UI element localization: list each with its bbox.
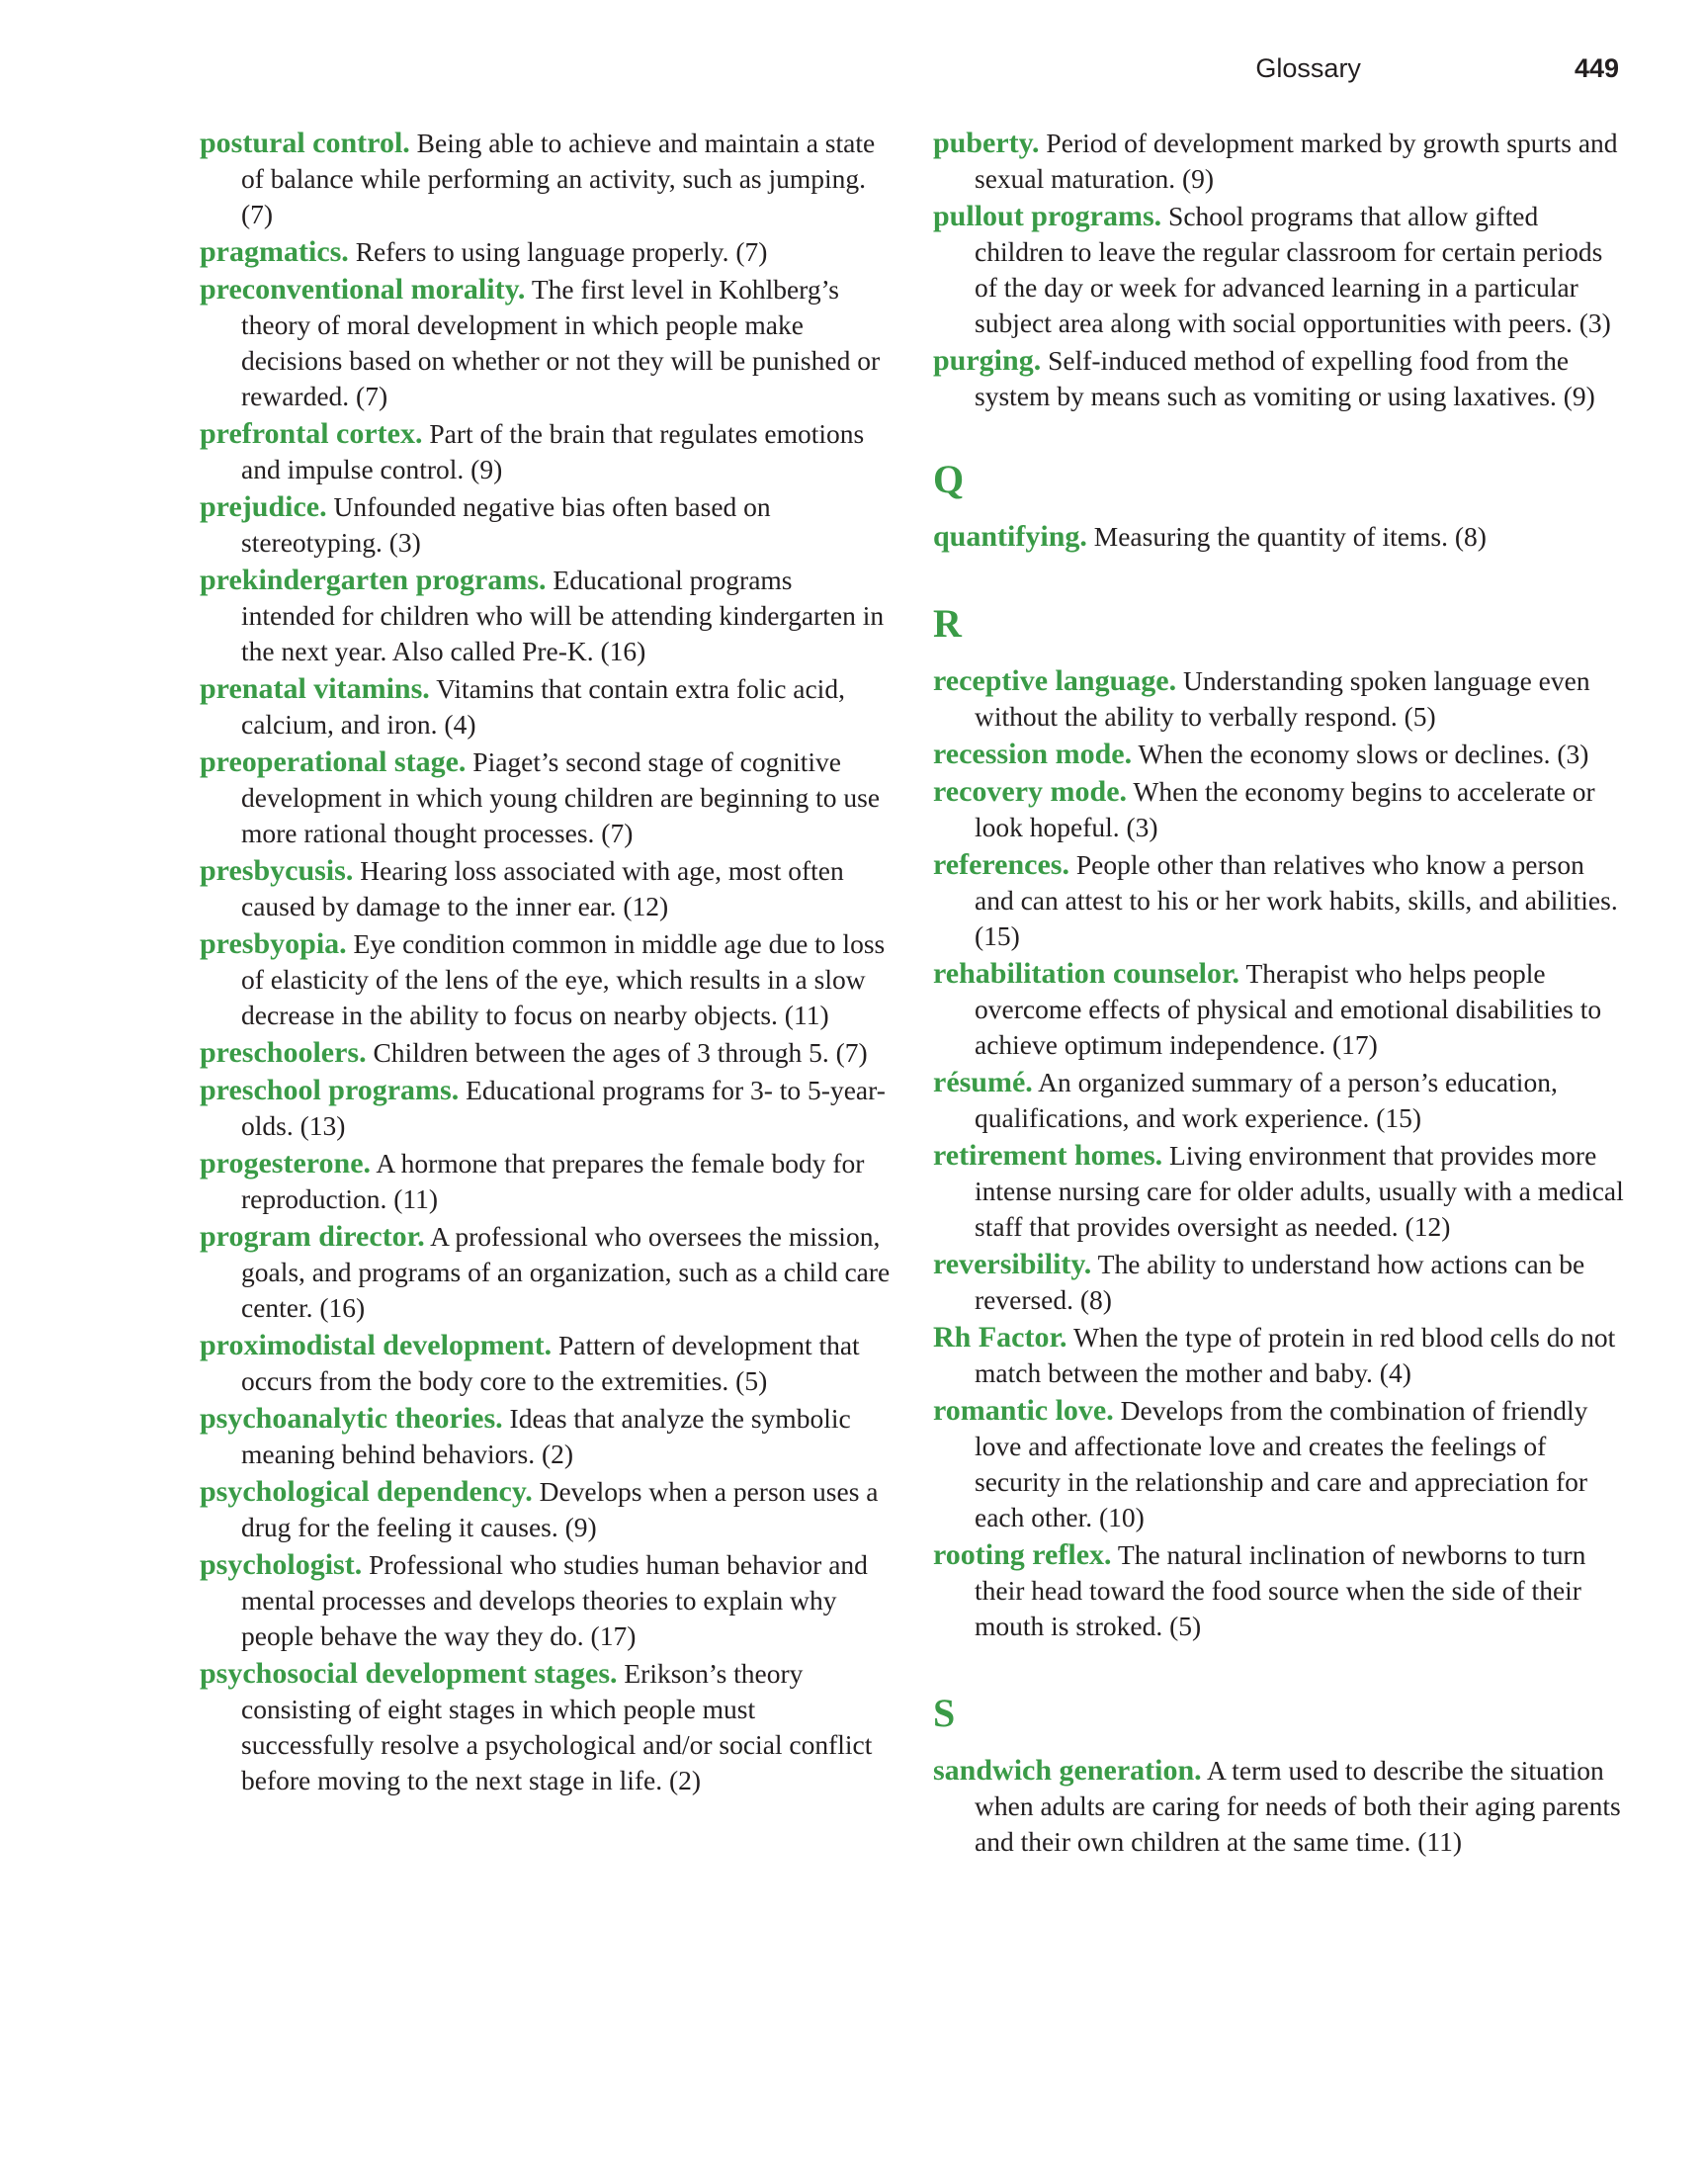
glossary-entry [200,1547,892,1654]
glossary-definition: Ideas that analyze the symbolic meaning behind behaviors. (2) [241,1403,851,1469]
glossary-entry [200,126,892,232]
glossary-term: presbyopia. [200,927,347,960]
glossary-entry [933,663,1625,735]
glossary-definition: Therapist who helps people overcome effects of physical and emotional disabilities to achieve optimum independence. (17) [975,958,1602,1060]
glossary-entry [200,744,892,851]
glossary-term: Rh Factor. [933,1321,1067,1354]
glossary-definition: Self-induced method of expelling food from the system by means such as vomiting or using laxatives. (9) [975,345,1595,411]
glossary-definition: Children between the ages of 3 through 5. (7) [373,1037,868,1068]
glossary-definition: Educational programs intended for children who will be attending kindergarten in the next year. Also called Pre-K. (16) [241,565,885,666]
glossary-definition: Refers to using language properly. (7) [355,236,768,267]
glossary-term: progesterone. [200,1147,372,1179]
glossary-term: quantifying. [933,520,1087,553]
glossary-term: puberty. [933,127,1040,159]
glossary-term: psychologist. [200,1548,363,1581]
glossary-list-p-continued [933,126,1625,414]
letter-heading-s: S [933,1691,956,1735]
glossary-list-r [933,663,1625,1644]
glossary-term: receptive language. [933,664,1177,697]
glossary-entry [933,1393,1625,1535]
right-column [933,126,1625,1862]
section-title: Glossary [1255,53,1361,83]
glossary-definition: The first level in Kohlberg’s theory of moral development in which people make decisions based on whether or not they will be punished or rewarded. (7) [241,274,881,411]
glossary-entry [933,126,1625,197]
glossary-definition: When the type of protein in red blood cells do not match between the mother and baby. (4) [975,1322,1616,1388]
glossary-term: psychoanalytic theories. [200,1402,503,1435]
glossary-entry [200,1146,892,1217]
glossary-term: prefrontal cortex. [200,417,423,450]
glossary-entry [200,926,892,1033]
page-number: 449 [1574,53,1619,83]
glossary-definition: School programs that allow gifted children to leave the regular classroom for certain periods of the day or week for advanced learning in a particular subject area along with social opportunities with peers. (3) [975,201,1611,338]
glossary-entry [933,519,1625,555]
glossary-term: preschool programs. [200,1074,460,1106]
glossary-definition: An organized summary of a person’s education, qualifications, and work experience. (15) [975,1067,1558,1133]
glossary-definition: Develops from the combination of friendly love and affectionate love and creates the feelings of security in the relationship and care and appreciation for each other. (10) [975,1395,1588,1532]
glossary-definition: Professional who studies human behavior and mental processes and develops theories to explain why people behave the way they do. (17) [241,1549,868,1651]
glossary-term: retirement homes. [933,1139,1163,1172]
glossary-term: preschoolers. [200,1036,367,1069]
glossary-entry [200,272,892,414]
glossary-entry [933,1065,1625,1136]
glossary-entry [200,234,892,270]
glossary-definition: Develops when a person uses a drug for the feeling it causes. (9) [241,1476,879,1542]
letter-heading-r: R [933,601,962,646]
glossary-term: preconventional morality. [200,273,526,306]
glossary-entry [933,1247,1625,1318]
glossary-entry [933,737,1625,772]
glossary-term: proximodistal development. [200,1329,553,1361]
glossary-entry [933,1138,1625,1245]
glossary-definition: A term used to describe the situation when adults are caring for needs of both their aging parents and their own children at the same time. (11) [975,1755,1621,1857]
glossary-entry [200,489,892,561]
glossary-definition: Period of development marked by growth spurts and sexual maturation. (9) [975,128,1618,194]
glossary-entry [200,563,892,669]
glossary-definition: Being able to achieve and maintain a state of balance while performing an activity, such as jumping. (7) [241,128,876,229]
glossary-term: program director. [200,1220,425,1253]
glossary-list-q [933,519,1625,555]
glossary-term: prejudice. [200,490,327,523]
glossary-term: pragmatics. [200,235,349,268]
glossary-term: recovery mode. [933,775,1128,808]
glossary-definition: Understanding spoken language even without the ability to verbally respond. (5) [975,665,1590,732]
glossary-entry [933,1753,1625,1860]
glossary-entry [200,416,892,487]
glossary-entry [933,774,1625,845]
glossary-entry [933,847,1625,954]
glossary-entry [933,1537,1625,1644]
glossary-definition: Erikson’s theory consisting of eight stages in which people must successfully resolve a psychological and/or social conflict before moving to the next stage in life. (2) [241,1658,873,1795]
glossary-term: sandwich generation. [933,1754,1202,1787]
glossary-definition: Eye condition common in middle age due to loss of elasticity of the lens of the eye, which results in a slow decrease in the ability to focus on nearby objects. (11) [241,928,886,1030]
glossary-definition: When the economy slows or declines. (3) [1138,739,1589,769]
glossary-list-s [933,1753,1625,1860]
glossary-term: rooting reflex. [933,1538,1112,1571]
glossary-term: psychological dependency. [200,1475,533,1508]
running-header [0,53,1619,84]
glossary-term: reversibility. [933,1248,1092,1280]
glossary-term: references. [933,848,1069,881]
glossary-term: purging. [933,344,1042,377]
glossary-list-p [200,126,892,1798]
glossary-entry [200,853,892,924]
glossary-term: postural control. [200,127,410,159]
glossary-entry [933,199,1625,341]
glossary-definition: The ability to understand how actions can be reversed. (8) [975,1249,1585,1315]
glossary-entry [200,1474,892,1545]
glossary-entry [200,1073,892,1144]
glossary-entry [200,1219,892,1326]
glossary-entry [933,1320,1625,1391]
glossary-entry [200,1401,892,1472]
glossary-definition: A professional who oversees the mission, goals, and programs of an organization, such as a child care center. (16) [241,1221,891,1323]
glossary-entry [200,1035,892,1071]
glossary-entry [933,956,1625,1063]
glossary-term: preoperational stage. [200,745,467,778]
glossary-entry [933,343,1625,414]
glossary-definition: Living environment that provides more intense nursing care for older adults, usually with a medical staff that provides oversight as needed. (12) [975,1140,1624,1242]
glossary-term: recession mode. [933,738,1133,770]
glossary-term: presbycusis. [200,854,354,887]
glossary-entry [200,1328,892,1399]
glossary-term: rehabilitation counselor. [933,957,1240,990]
glossary-definition: Vitamins that contain extra folic acid, calcium, and iron. (4) [241,673,845,740]
glossary-term: prenatal vitamins. [200,672,430,705]
left-column [200,126,892,1800]
glossary-entry [200,1656,892,1798]
glossary-term: résumé. [933,1066,1033,1098]
glossary-definition: Measuring the quantity of items. (8) [1093,521,1487,552]
glossary-term: psychosocial development stages. [200,1657,618,1690]
letter-heading-q: Q [933,457,965,501]
glossary-definition: The natural inclination of newborns to turn their head toward the food source when the side of their mouth is stroked. (5) [975,1539,1586,1641]
glossary-definition: A hormone that prepares the female body for reproduction. (11) [241,1148,865,1214]
glossary-definition: Part of the brain that regulates emotions and impulse control. (9) [241,418,865,484]
glossary-definition: Piaget’s second stage of cognitive development in which young children are beginning to use more rational thought processes. (7) [241,746,881,848]
glossary-definition: Educational programs for 3- to 5-year-olds. (13) [241,1075,886,1141]
glossary-entry [200,671,892,743]
glossary-definition: When the economy begins to accelerate or look hopeful. (3) [975,776,1595,842]
glossary-definition: Unfounded negative bias often based on stereotyping. (3) [241,491,771,558]
glossary-term: pullout programs. [933,200,1162,232]
glossary-term: prekindergarten programs. [200,564,547,596]
glossary-definition: People other than relatives who know a person and can attest to his or her work habits, skills, and abilities. (15) [975,849,1618,951]
glossary-definition: Hearing loss associated with age, most often caused by damage to the inner ear. (12) [241,855,844,921]
glossary-definition: Pattern of development that occurs from the body core to the extremities. (5) [241,1330,860,1396]
glossary-term: romantic love. [933,1394,1114,1427]
